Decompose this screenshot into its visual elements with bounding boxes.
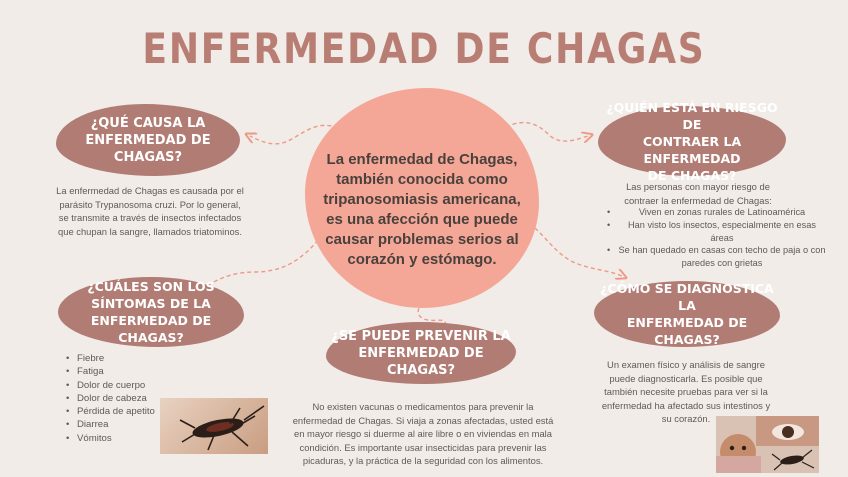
page-title: ENFERMEDAD DE CHAGAS: [142, 24, 706, 73]
q4-text: No existen vacunas o medicamentos para prevenir la enfermedad de Chagas. Si viaja a zonas afectadas, usted está en mayor riesgo si duerme al aire libre o en viviendas en mala condición. Es importante usar insecticidas para prevenir las picaduras, y la práctica de la seguridad con los alimentos.: [292, 401, 554, 466]
list-item: • Han visto los insectos, especialmente en esas áreas: [604, 219, 826, 245]
list-item: • Fiebre: [63, 352, 173, 365]
list-item: • Fatiga: [63, 365, 173, 378]
triatomine-bug-photo: [160, 398, 268, 454]
q2-heading-pill: [598, 99, 786, 183]
central-summary: La enfermedad de Chagas, también conocida como tripanosomiasis americana, es una afección que puede causar problemas serios al corazón y estómago.: [323, 151, 521, 268]
child-eye-swelling-photo: [716, 416, 819, 473]
list-item: • Dolor de cabeza: [63, 392, 173, 405]
q5-text: Un examen físico y análisis de sangre puede diagnosticarla. Es posible que también necesite pruebas para ver si la enfermedad ha afectado sus intestinos y su corazón.: [601, 359, 771, 424]
list-item: • Viven en zonas rurales de Latinoamérica: [604, 206, 826, 219]
q3-symptoms-list: [63, 352, 173, 445]
q2-risk-list: [604, 206, 826, 270]
q4-heading: ¿SE PUEDE PREVENIR LA ENFERMEDAD DE CHAGAS?: [331, 328, 511, 378]
list-item: • Vómitos: [63, 432, 173, 445]
q1-heading-pill: [56, 104, 240, 176]
q3-heading: ¿CUÁLES SON LOS SÍNTOMAS DE LA ENFERMEDAD DE CHAGAS?: [87, 279, 215, 345]
q5-heading: ¿CÓMO SE DIAGNOSTICA LA ENFERMEDAD DE CHAGAS?: [600, 281, 774, 347]
q5-heading-pill: [594, 281, 780, 347]
list-item: • Dolor de cuerpo: [63, 379, 173, 392]
q2-heading: ¿QUIÉN ESTÁ EN RIESGO DE CONTRAER LA ENFERMEDAD DE CHAGAS?: [606, 99, 778, 183]
q3-heading-pill: [58, 277, 244, 347]
q1-text: La enfermedad de Chagas es causada por el parásito Trypanosoma cruzi. Por lo general, se transmite a través de insectos infectados que chupan la sangre, llamados triatominos.: [56, 185, 244, 237]
q4-heading-pill: [326, 322, 516, 384]
list-item: • Pérdida de apetito: [63, 405, 173, 418]
list-item: • Se han quedado en casas con techo de paja o con paredes con grietas: [604, 244, 826, 270]
q1-heading: ¿QUÉ CAUSA LA ENFERMEDAD DE CHAGAS?: [85, 115, 211, 165]
list-item: • Diarrea: [63, 418, 173, 431]
q2-intro: Las personas con mayor riesgo de contraer la enfermedad de Chagas:: [624, 181, 772, 206]
